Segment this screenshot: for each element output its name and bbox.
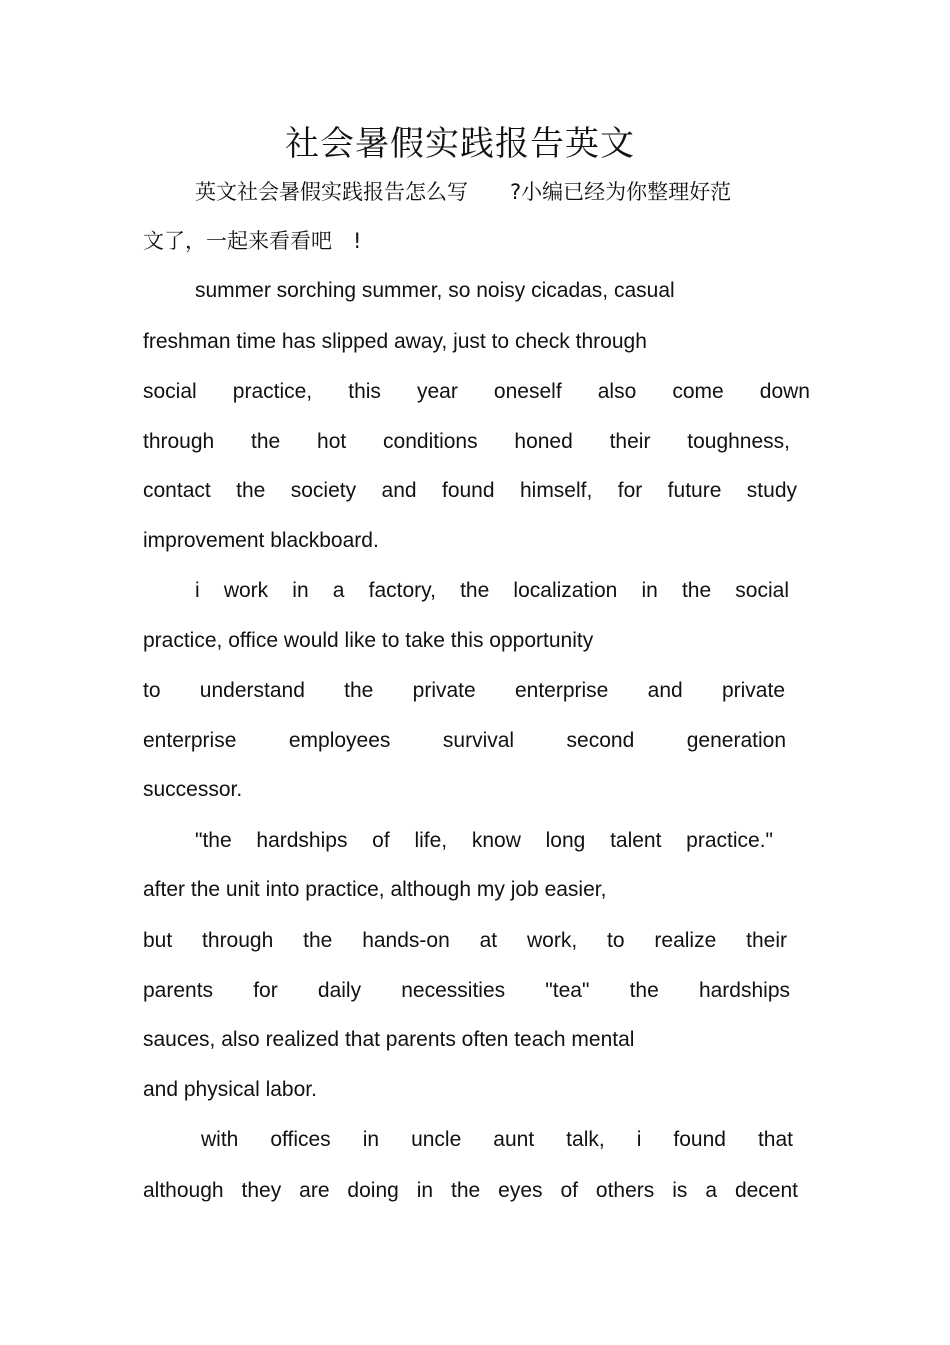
paragraph-line: practice, office would like to take this opportunity — [143, 629, 594, 652]
paragraph-line: 英文社会暑假实践报告怎么写 ?小编已经为你整理好范 — [195, 180, 732, 204]
paragraph-line: but through the hands-on at work, to realize their — [143, 929, 787, 952]
paragraph-line: to understand the private enterprise and private — [143, 679, 785, 702]
paragraph-line: 文了，一起来看看吧 ! — [143, 229, 362, 253]
paragraph-line: contact the society and found himself, for future study — [143, 479, 797, 502]
paragraph-line: although they are doing in the eyes of others is a decent — [143, 1179, 798, 1202]
paragraph-line: sauces, also realized that parents often teach mental — [143, 1028, 635, 1051]
paragraph-line: summer sorching summer, so noisy cicadas, casual — [195, 279, 675, 302]
document-title: 社会暑假实践报告英文 — [285, 124, 635, 164]
paragraph-line: enterprise employees survival second generation — [143, 729, 786, 752]
paragraph-line: parents for daily necessities "tea" the hardships — [143, 979, 790, 1002]
paragraph-line: after the unit into practice, although my job easier, — [143, 878, 607, 901]
paragraph-line: and physical labor. — [143, 1078, 317, 1101]
paragraph-line: i work in a factory, the localization in the social — [195, 579, 789, 602]
paragraph-line: with offices in uncle aunt talk, i found that — [201, 1128, 793, 1151]
paragraph-line: through the hot conditions honed their toughness, — [143, 430, 790, 453]
paragraph-line: "the hardships of life, know long talent practice." — [195, 829, 773, 852]
paragraph-line: successor. — [143, 778, 243, 801]
paragraph-line: social practice, this year oneself also come down — [143, 380, 810, 403]
paragraph-line: improvement blackboard. — [143, 529, 379, 552]
paragraph-line: freshman time has slipped away, just to check through — [143, 330, 647, 353]
